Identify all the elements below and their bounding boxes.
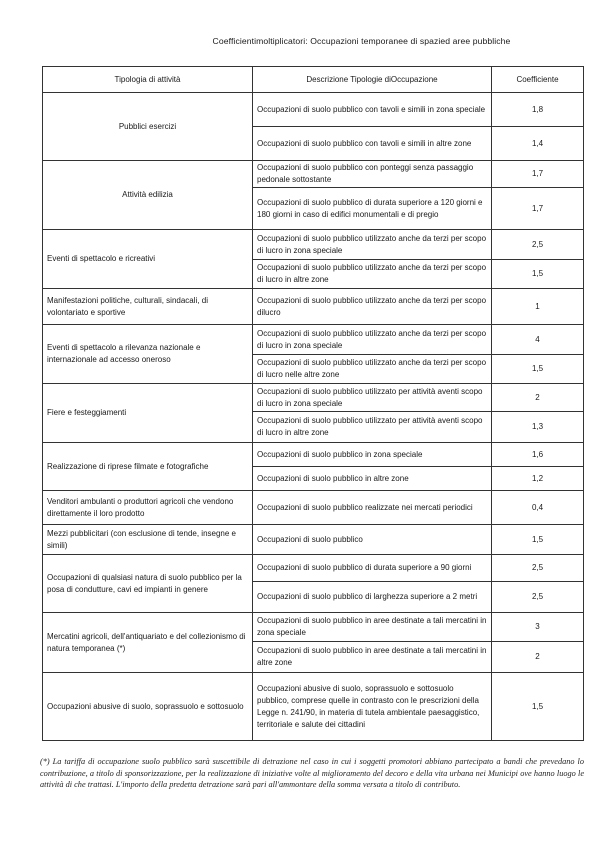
cell-descrizione: Occupazioni di suolo pubblico di durata superiore a 120 giorni e 180 giorni in caso di edifici monumentali e di pregio — [253, 188, 492, 230]
cell-tipologia: Manifestazioni politiche, culturali, sindacali, di volontariato e sportive — [43, 289, 253, 325]
cell-descrizione: Occupazioni di suolo pubblico in aree destinate a tali mercatini in altre zone — [253, 642, 492, 673]
cell-tipologia: Fiere e festeggiamenti — [43, 384, 253, 443]
cell-coefficiente: 2,5 — [492, 555, 584, 582]
header-descrizione: Descrizione Tipologie diOccupazione — [253, 67, 492, 93]
cell-coefficiente: 1,4 — [492, 127, 584, 161]
cell-descrizione: Occupazioni di suolo pubblico di larghezza superiore a 2 metri — [253, 582, 492, 613]
cell-coefficiente: 3 — [492, 613, 584, 642]
cell-coefficiente: 1,8 — [492, 93, 584, 127]
table-row — [43, 673, 584, 741]
table-body — [43, 93, 584, 741]
table-row — [43, 230, 584, 260]
page-title: Coefficientimoltiplicatori: Occupazioni temporanee di spazied aree pubbliche — [212, 36, 511, 46]
cell-coefficiente: 2,5 — [492, 582, 584, 613]
cell-coefficiente: 1,5 — [492, 673, 584, 741]
table-row — [43, 525, 584, 555]
table-row — [43, 443, 584, 467]
table-row — [43, 289, 584, 325]
cell-descrizione: Occupazioni di suolo pubblico con ponteggi senza passaggio pedonale sottostante — [253, 161, 492, 188]
cell-tipologia: Eventi di spettacolo a rilevanza nazionale e internazionale ad accesso oneroso — [43, 325, 253, 384]
table-row — [43, 384, 584, 412]
cell-coefficiente: 1,7 — [492, 161, 584, 188]
cell-descrizione: Occupazioni di suolo pubblico realizzate nei mercati periodici — [253, 491, 492, 525]
cell-coefficiente: 2 — [492, 384, 584, 412]
cell-descrizione: Occupazioni di suolo pubblico utilizzato anche da terzi per scopo di lucro in zona speciale — [253, 230, 492, 260]
cell-coefficiente: 1,3 — [492, 412, 584, 443]
cell-coefficiente: 1,6 — [492, 443, 584, 467]
cell-tipologia: Occupazioni abusive di suolo, soprassuolo e sottosuolo — [43, 673, 253, 741]
cell-descrizione: Occupazioni di suolo pubblico con tavoli e simili in altre zone — [253, 127, 492, 161]
cell-descrizione: Occupazioni di suolo pubblico utilizzato anche da terzi per scopo di lucro nelle altre zone — [253, 355, 492, 384]
cell-tipologia: Attività edilizia — [43, 161, 253, 230]
coefficients-table — [42, 66, 584, 741]
cell-descrizione: Occupazioni di suolo pubblico in altre zone — [253, 467, 492, 491]
cell-coefficiente: 4 — [492, 325, 584, 355]
cell-coefficiente: 0,4 — [492, 491, 584, 525]
cell-descrizione: Occupazioni di suolo pubblico con tavoli e simili in zona speciale — [253, 93, 492, 127]
cell-coefficiente: 2 — [492, 642, 584, 673]
table-row — [43, 93, 584, 127]
cell-tipologia: Mezzi pubblicitari (con esclusione di tende, insegne e simili) — [43, 525, 253, 555]
cell-descrizione: Occupazioni di suolo pubblico di durata superiore a 90 giorni — [253, 555, 492, 582]
cell-tipologia: Occupazioni di qualsiasi natura di suolo pubblico per la posa di condutture, cavi ed impianti in genere — [43, 555, 253, 613]
cell-coefficiente: 1,5 — [492, 260, 584, 289]
cell-tipologia: Mercatini agricoli, dell'antiquariato e del collezionismo di natura temporanea (*) — [43, 613, 253, 673]
footnote: (*) La tariffa di occupazione suolo pubblico sarà suscettibile di detrazione nel caso in cui i soggetti promotori abbiano partecipato a bandi che prevedano lo contribuzione, a titolo di sponsorizzazione, per la realizzazione di iniziative volte al miglioramento del decoro e della vita urbana nei Municipi ove hanno luogo le attività di che trattasi. L'importo della predetta detrazione sarà pari all'ammontare della somma versata a titolo di contributo. — [40, 757, 584, 789]
cell-coefficiente: 1,2 — [492, 467, 584, 491]
cell-descrizione: Occupazioni abusive di suolo, soprassuolo e sottosuolo pubblico, comprese quelle in contrasto con le prescrizioni della Legge n. 241/90, in materia di tutela ambientale paesaggistico, territoriale e salute dei cittadini — [253, 673, 492, 741]
cell-tipologia: Venditori ambulanti o produttori agricoli che vendono direttamente il loro prodotto — [43, 491, 253, 525]
table-row — [43, 613, 584, 642]
cell-descrizione: Occupazioni di suolo pubblico in zona speciale — [253, 443, 492, 467]
cell-descrizione: Occupazioni di suolo pubblico in aree destinate a tali mercatini in zona speciale — [253, 613, 492, 642]
cell-coefficiente: 2,5 — [492, 230, 584, 260]
cell-coefficiente: 1 — [492, 289, 584, 325]
cell-descrizione: Occupazioni di suolo pubblico utilizzato per attività aventi scopo di lucro in altre zone — [253, 412, 492, 443]
cell-descrizione: Occupazioni di suolo pubblico utilizzato anche da terzi per scopo di lucro in altre zone — [253, 260, 492, 289]
cell-descrizione: Occupazioni di suolo pubblico utilizzato per attività aventi scopo di lucro in zona speciale — [253, 384, 492, 412]
cell-descrizione: Occupazioni di suolo pubblico utilizzato anche da terzi per scopo dilucro — [253, 289, 492, 325]
cell-descrizione: Occupazioni di suolo pubblico utilizzato anche da terzi per scopo di lucro in zona speciale — [253, 325, 492, 355]
table-row — [43, 555, 584, 582]
cell-descrizione: Occupazioni di suolo pubblico — [253, 525, 492, 555]
table-row — [43, 161, 584, 188]
cell-tipologia: Eventi di spettacolo e ricreativi — [43, 230, 253, 289]
cell-coefficiente: 1,5 — [492, 525, 584, 555]
table-row — [43, 325, 584, 355]
header-coefficiente: Coefficiente — [492, 67, 584, 93]
cell-coefficiente: 1,7 — [492, 188, 584, 230]
cell-coefficiente: 1,5 — [492, 355, 584, 384]
table-header-row — [43, 67, 584, 93]
table-row — [43, 491, 584, 525]
cell-tipologia: Realizzazione di riprese filmate e fotografiche — [43, 443, 253, 491]
header-tipologia: Tipologia di attività — [43, 67, 253, 93]
cell-tipologia: Pubblici esercizi — [43, 93, 253, 161]
